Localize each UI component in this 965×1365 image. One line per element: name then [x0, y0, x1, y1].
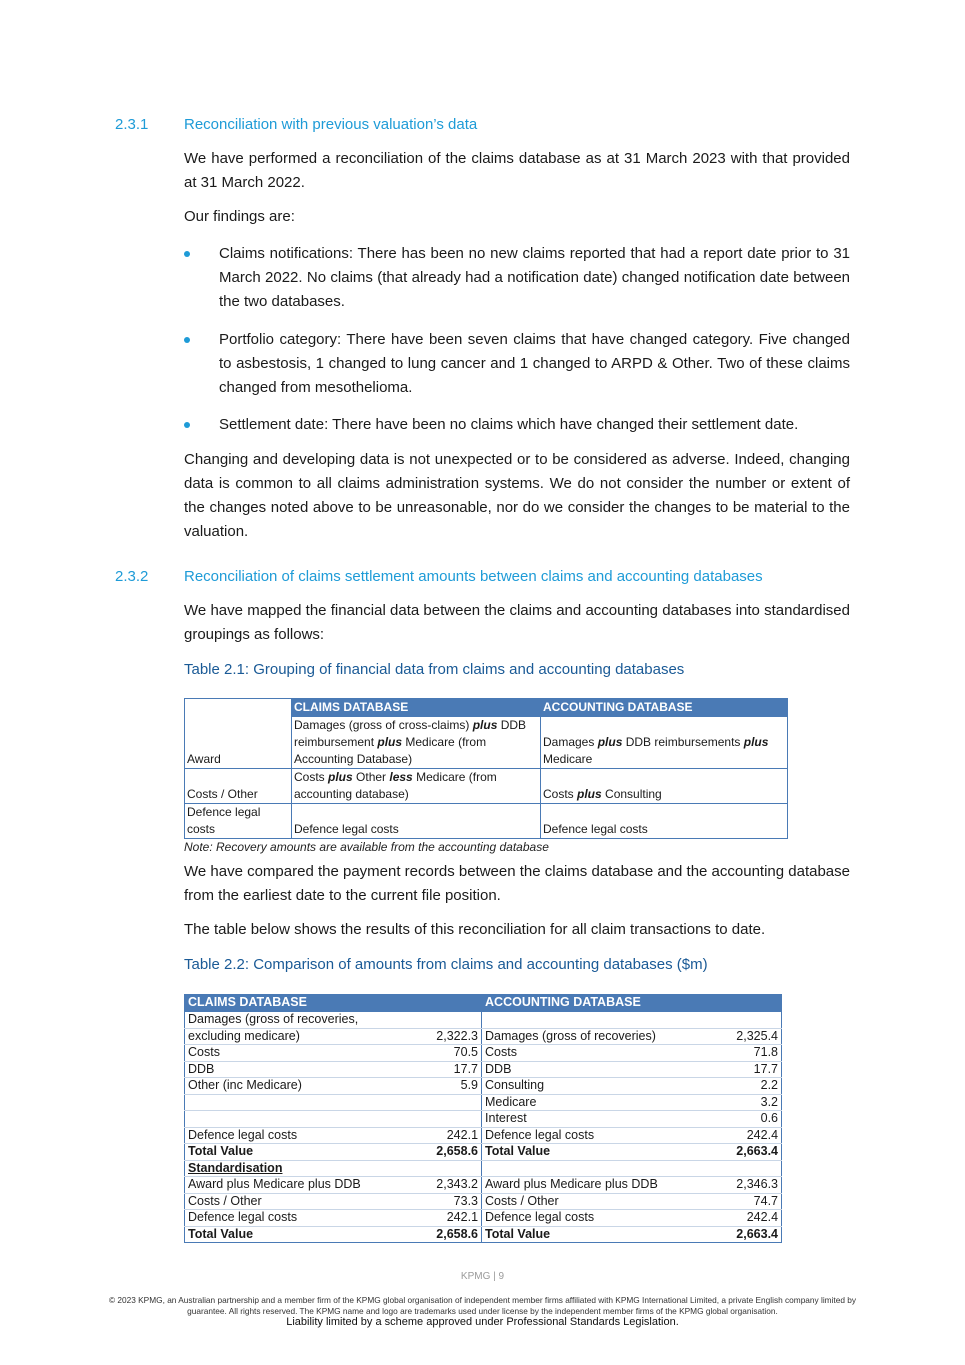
- accounting-label: Costs / Other: [482, 1193, 712, 1210]
- bullet-text: Portfolio category: There have been seven claims that have changed category. Five changed to asbestosis, 1 changed to lung cancer and 1 changed to ARPD & Other. Two of these claims changed from mesothelioma.: [219, 331, 850, 396]
- accounting-value: 2,663.4: [712, 1226, 782, 1243]
- table-header-accounting: ACCOUNTING DATABASE: [482, 995, 782, 1012]
- paragraph-mapping: We have mapped the financial data between the claims and accounting databases into standardised groupings as follows:: [184, 602, 850, 643]
- accounting-value: 2,325.4: [712, 1028, 782, 1045]
- grouping-table: [184, 698, 788, 839]
- table-row: [185, 1193, 782, 1210]
- table-row: [185, 1160, 782, 1177]
- claims-label: excluding medicare): [185, 1028, 412, 1045]
- comparison-table: [184, 994, 782, 1243]
- section-title: Reconciliation of claims settlement amounts between claims and accounting databases: [184, 568, 763, 585]
- claims-value: [412, 1160, 482, 1177]
- claims-value: 73.3: [412, 1193, 482, 1210]
- accounting-label: Total Value: [482, 1144, 712, 1161]
- section-number: 2.3.2: [115, 568, 149, 585]
- row-label: Defence legal costs: [185, 804, 292, 839]
- claims-value: 242.1: [412, 1210, 482, 1227]
- paragraph-findings-label: Our findings are:: [184, 208, 295, 225]
- accounting-value: 242.4: [712, 1127, 782, 1144]
- claims-value: [412, 1094, 482, 1111]
- claims-label: Costs / Other: [185, 1193, 412, 1210]
- table-header-accounting: ACCOUNTING DATABASE: [541, 699, 788, 717]
- paragraph-results: The table below shows the results of this reconciliation for all claim transactions to date.: [184, 921, 766, 938]
- claims-label: Damages (gross of recoveries,: [185, 1012, 412, 1029]
- section-title: Reconciliation with previous valuation’s data: [184, 116, 478, 133]
- claims-value: 2,343.2: [412, 1177, 482, 1194]
- accounting-value: 2,663.4: [712, 1144, 782, 1161]
- claims-value: 17.7: [412, 1061, 482, 1078]
- claims-label: Defence legal costs: [185, 1127, 412, 1144]
- accounting-value: 17.7: [712, 1061, 782, 1078]
- claims-label: Total Value: [185, 1226, 412, 1243]
- table-row: [185, 1127, 782, 1144]
- accounting-value: 2.2: [712, 1078, 782, 1095]
- claims-label: [185, 1094, 412, 1111]
- accounting-label: Interest: [482, 1111, 712, 1128]
- bullet-item: [184, 242, 850, 314]
- accounting-value: [712, 1012, 782, 1029]
- accounting-label: [482, 1160, 712, 1177]
- accounting-label: Consulting: [482, 1078, 712, 1095]
- claims-label: Defence legal costs: [185, 1210, 412, 1227]
- accounting-cell: Damages plus DDB reimbursements plus Medicare: [541, 717, 788, 769]
- accounting-label: [482, 1012, 712, 1029]
- footer-legal: © 2023 KPMG, an Australian partnership and a member firm of the KPMG global organisation of independent member firms affiliated with KPMG International Limited, a private English company limited by guarantee. All rights reserved. The KPMG name and logo are trademarks used under license by the independent member firms of the KPMG global organisation.: [108, 1295, 857, 1316]
- accounting-label: Defence legal costs: [482, 1127, 712, 1144]
- claims-cell: Damages (gross of cross-claims) plus DDB reimbursement plus Medicare (from Accounting Database): [292, 717, 541, 769]
- accounting-value: 71.8: [712, 1045, 782, 1062]
- accounting-label: Defence legal costs: [482, 1210, 712, 1227]
- accounting-cell: Defence legal costs: [541, 804, 788, 839]
- accounting-label: Damages (gross of recoveries): [482, 1028, 712, 1045]
- paragraph-conclusion: Changing and developing data is not unexpected or to be considered as adverse. Indeed, changing data is common to all claims administration systems. We do not consider the number or extent of the changes noted above to be unreasonable, nor do we consider the changes to be material to the valuation.: [184, 451, 850, 540]
- accounting-label: Medicare: [482, 1094, 712, 1111]
- accounting-value: [712, 1160, 782, 1177]
- section-heading-2-3-1: [115, 116, 477, 133]
- row-label: Award: [185, 717, 292, 769]
- accounting-value: 242.4: [712, 1210, 782, 1227]
- footer-liability: Liability limited by a scheme approved under Professional Standards Legislation.: [286, 1316, 679, 1328]
- claims-value: 2,658.6: [412, 1226, 482, 1243]
- claims-label: Standardisation: [185, 1160, 412, 1177]
- bullet-icon: [184, 337, 190, 343]
- claims-value: 70.5: [412, 1045, 482, 1062]
- bullet-item: [184, 328, 850, 400]
- bullet-text: Claims notifications: There has been no new claims reported that had a report date prior to 31 March 2022. No claims (that already had a notification date) changed notification date between the two databases.: [219, 245, 850, 310]
- paragraph-compare: We have compared the payment records between the claims database and the accounting database from the earliest date to the current file position.: [184, 863, 850, 904]
- accounting-value: 0.6: [712, 1111, 782, 1128]
- table-row: [185, 1012, 782, 1029]
- table-row: [185, 1144, 782, 1161]
- table-header-claims: CLAIMS DATABASE: [292, 699, 541, 717]
- table-row: [185, 1094, 782, 1111]
- claims-cell: Costs plus Other less Medicare (from accounting database): [292, 769, 541, 804]
- accounting-label: Costs: [482, 1045, 712, 1062]
- bullet-icon: [184, 422, 190, 428]
- table-row: [185, 1078, 782, 1095]
- table-caption-2-1: Table 2.1: Grouping of financial data from claims and accounting databases: [184, 661, 685, 678]
- paragraph-intro: We have performed a reconciliation of the claims database as at 31 March 2023 with that provided at 31 March 2022.: [184, 150, 850, 191]
- claims-value: 2,658.6: [412, 1144, 482, 1161]
- table-row: [185, 717, 788, 769]
- accounting-value: 2,346.3: [712, 1177, 782, 1194]
- claims-label: Other (inc Medicare): [185, 1078, 412, 1095]
- table-note: Note: Recovery amounts are available from the accounting database: [184, 840, 549, 854]
- table-row: [185, 1210, 782, 1227]
- claims-cell: Defence legal costs: [292, 804, 541, 839]
- table-row: [185, 1177, 782, 1194]
- row-label: Costs / Other: [185, 769, 292, 804]
- table-row: [185, 804, 788, 839]
- section-heading-2-3-2: [115, 568, 763, 585]
- table-header-claims: CLAIMS DATABASE: [185, 995, 482, 1012]
- table-row: [185, 1028, 782, 1045]
- bullet-icon: [184, 251, 190, 257]
- bullet-text: Settlement date: There have been no claims which have changed their settlement date.: [219, 416, 799, 433]
- accounting-label: Award plus Medicare plus DDB: [482, 1177, 712, 1194]
- table-header-row: [185, 699, 788, 717]
- table-header-row: [185, 995, 782, 1012]
- bullet-item: [184, 413, 850, 437]
- table-row: [185, 1111, 782, 1128]
- table-caption-2-2: Table 2.2: Comparison of amounts from claims and accounting databases ($m): [184, 956, 708, 973]
- claims-value: 242.1: [412, 1127, 482, 1144]
- claims-label: Award plus Medicare plus DDB: [185, 1177, 412, 1194]
- section-number: 2.3.1: [115, 116, 149, 133]
- table-row: [185, 1061, 782, 1078]
- claims-label: Total Value: [185, 1144, 412, 1161]
- accounting-value: 74.7: [712, 1193, 782, 1210]
- claims-value: 2,322.3: [412, 1028, 482, 1045]
- page-number: KPMG | 9: [460, 1271, 505, 1282]
- accounting-cell: Costs plus Consulting: [541, 769, 788, 804]
- accounting-value: 3.2: [712, 1094, 782, 1111]
- table-row: [185, 1045, 782, 1062]
- table-row: [185, 1226, 782, 1243]
- claims-label: [185, 1111, 412, 1128]
- claims-value: [412, 1012, 482, 1029]
- claims-label: Costs: [185, 1045, 412, 1062]
- claims-value: [412, 1111, 482, 1128]
- claims-value: 5.9: [412, 1078, 482, 1095]
- accounting-label: Total Value: [482, 1226, 712, 1243]
- claims-label: DDB: [185, 1061, 412, 1078]
- table-row: [185, 769, 788, 804]
- accounting-label: DDB: [482, 1061, 712, 1078]
- table-header-blank: [185, 699, 292, 717]
